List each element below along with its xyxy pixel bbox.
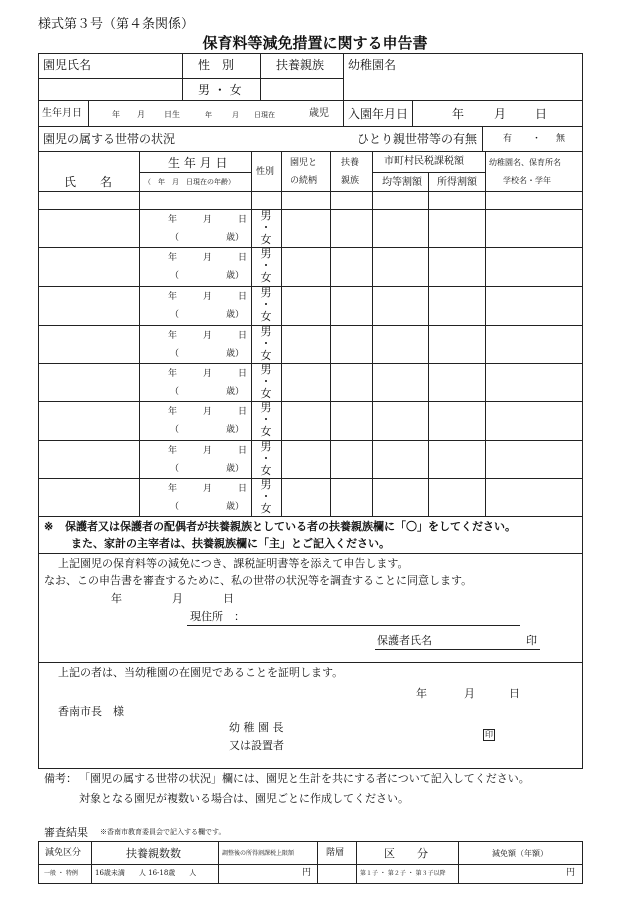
row-month: 月 — [203, 407, 213, 417]
dependent-field[interactable] — [262, 80, 342, 99]
tax-equal-field[interactable] — [374, 442, 427, 476]
row-sex-selector[interactable]: 男 ・ 女 — [260, 363, 272, 400]
single-parent-no[interactable]: 無 — [556, 134, 566, 144]
note-mark: ※ — [44, 520, 54, 533]
review-h-dependents: 扶養親数数 — [126, 847, 181, 860]
review-v-amount-yen: 円 — [566, 868, 576, 878]
row-day: 日 — [238, 407, 248, 417]
review-h-category: 減免区分 — [45, 848, 82, 858]
row-year: 年 — [168, 369, 178, 379]
row-sex-selector[interactable]: 男 ・ 女 — [260, 401, 272, 438]
tax-equal-field[interactable] — [374, 211, 427, 245]
school-field[interactable] — [487, 480, 581, 514]
form-number: 様式第３号（第４条関係） — [38, 17, 195, 32]
relation-field[interactable] — [283, 249, 329, 283]
col-sex-header: 性別 — [256, 167, 275, 177]
col-dependent-header: 扶養 — [341, 158, 360, 168]
relation-field[interactable] — [283, 327, 329, 361]
tax-income-field[interactable] — [430, 211, 484, 245]
relation-field[interactable] — [283, 442, 329, 476]
child-name-field[interactable] — [95, 56, 180, 96]
addressee: 香南市長 様 — [58, 705, 124, 718]
row-sex-selector[interactable]: 男 ・ 女 — [260, 247, 272, 284]
row-age: 歳） — [226, 502, 245, 512]
school-field[interactable] — [487, 249, 581, 283]
tax-equal-field[interactable] — [374, 480, 427, 514]
school-field[interactable] — [487, 288, 581, 322]
certification-text: 上記の者は、当幼稚園の在園児であることを証明します。 — [58, 666, 344, 679]
row-age: 歳） — [226, 464, 245, 474]
review-v-tier-field[interactable] — [319, 866, 355, 882]
row-day: 日 — [238, 484, 248, 494]
col-name-header: 氏 名 — [64, 175, 113, 189]
member-name-field[interactable] — [40, 211, 137, 245]
review-h-limit: 調整後の所得割課税上限額 — [222, 850, 295, 857]
remarks-label: 備考： — [44, 772, 77, 785]
review-h-amount: 減免額（年額） — [492, 849, 548, 858]
dependent-field[interactable] — [332, 327, 371, 361]
review-h-tier: 階層 — [326, 848, 345, 858]
address-field[interactable] — [262, 606, 518, 624]
dependent-field[interactable] — [332, 288, 371, 322]
row-age: 歳） — [226, 387, 245, 397]
member-name-field[interactable] — [40, 403, 137, 437]
member-name-field[interactable] — [40, 327, 137, 361]
school-field[interactable] — [487, 327, 581, 361]
entry-date-label: 入園年月日 — [348, 107, 409, 121]
row-day: 日 — [238, 446, 248, 456]
row-year: 年 — [168, 407, 178, 417]
row-day: 日 — [238, 253, 248, 263]
remarks-line-1: 「園児の属する世帯の状況」欄には、園児と生計を共にする者について記入してください。 — [79, 772, 530, 785]
col-school-header: 幼稚園名、保育所名 — [489, 158, 561, 167]
member-name-field[interactable] — [40, 365, 137, 399]
review-v-dependents[interactable]: 16歳未満 人 16-18歳 人 — [95, 869, 197, 877]
sex-label: 性 別 — [198, 58, 235, 72]
dependent-field[interactable] — [332, 211, 371, 245]
note-line-1: 保護者又は保護者の配偶者が扶養親族としている者の扶養親族欄に「〇」をしてください。 — [65, 520, 516, 533]
col-tax-header: 市町村民税課税額 — [384, 156, 464, 167]
dependent-field[interactable] — [332, 442, 371, 476]
row-day: 日 — [238, 292, 248, 302]
row-day: 日 — [238, 369, 248, 379]
row-age: 歳） — [226, 271, 245, 281]
row-paren: （ — [170, 271, 180, 281]
guardian-name-field[interactable] — [440, 631, 522, 648]
tax-equal-field[interactable] — [374, 288, 427, 322]
director-label: 幼 稚 園 長 — [229, 721, 284, 734]
tax-equal-field[interactable] — [374, 249, 427, 283]
tax-equal-field[interactable] — [374, 327, 427, 361]
row-year: 年 — [168, 253, 178, 263]
tax-income-field[interactable] — [430, 365, 484, 399]
review-h-division: 区 分 — [384, 847, 428, 860]
tax-equal-field[interactable] — [374, 365, 427, 399]
review-v-category[interactable]: 一般 ・ 特例 — [44, 870, 78, 877]
row-age: 歳） — [226, 425, 245, 435]
relation-field[interactable] — [283, 365, 329, 399]
tax-income-field[interactable] — [430, 249, 484, 283]
kindergarten-label: 幼稚園名 — [348, 58, 397, 72]
row-paren: （ — [170, 464, 180, 474]
birthdate-label: 生年月日 — [42, 108, 82, 119]
row-sex-selector[interactable]: 男 ・ 女 — [260, 325, 272, 362]
household-status-label: 園児の属する世帯の状況 — [43, 132, 176, 146]
tax-income-field[interactable] — [430, 327, 484, 361]
guardian-name-label: 保護者氏名 — [377, 634, 432, 647]
row-day: 日 — [238, 331, 248, 341]
row-paren: （ — [170, 502, 180, 512]
school-field[interactable] — [487, 442, 581, 476]
dependent-field[interactable] — [332, 365, 371, 399]
col-relation-header: 園児と — [290, 158, 318, 168]
row-sex-selector[interactable]: 男 ・ 女 — [260, 478, 272, 515]
note-line-2: また、家計の主宰者は、扶養親族欄に「主」とご記入ください。 — [71, 537, 390, 550]
school-field[interactable] — [487, 365, 581, 399]
tax-equal-field[interactable] — [374, 403, 427, 437]
school-field[interactable] — [487, 403, 581, 437]
row-year: 年 — [168, 331, 178, 341]
tax-income-field[interactable] — [430, 403, 484, 437]
sex-selector[interactable]: 男 ・ 女 — [198, 83, 242, 97]
row-paren: （ — [170, 310, 180, 320]
relation-field[interactable] — [283, 403, 329, 437]
guardian-seal: 印 — [526, 634, 537, 647]
member-name-field[interactable] — [40, 442, 137, 476]
row-paren: （ — [170, 425, 180, 435]
row-month: 月 — [203, 331, 213, 341]
row-year: 年 — [168, 446, 178, 456]
tax-income-field[interactable] — [430, 288, 484, 322]
member-name-field[interactable] — [40, 288, 137, 322]
row-month: 月 — [203, 292, 213, 302]
row-paren: （ — [170, 233, 180, 243]
remarks-line-2: 対象となる園児が複数いる場合は、園児ごとに作成してください。 — [79, 792, 409, 805]
row-paren: （ — [170, 349, 180, 359]
member-name-field[interactable] — [40, 249, 137, 283]
page-title: 保育料等減免措置に関する申告書 — [202, 34, 428, 52]
child-name-label: 園児氏名 — [43, 58, 92, 72]
member-name-field[interactable] — [40, 480, 137, 514]
dependent-field[interactable] — [332, 403, 371, 437]
row-age: 歳） — [226, 349, 245, 359]
row-month: 月 — [203, 446, 213, 456]
row-month: 月 — [203, 253, 213, 263]
col-birth-header: 生 年 月 日 — [168, 156, 228, 170]
relation-field[interactable] — [283, 288, 329, 322]
dependent-label: 扶養親族 — [276, 58, 325, 72]
review-label: 審査結果 — [44, 826, 88, 839]
row-month: 月 — [203, 369, 213, 379]
relation-field[interactable] — [283, 480, 329, 514]
dependent-field[interactable] — [332, 249, 371, 283]
declaration-line-2: なお、この申告書を審査するために、私の世帯の状況等を調査することに同意します。 — [44, 574, 473, 587]
seal-stamp: 印 — [485, 730, 493, 739]
school-field[interactable] — [487, 211, 581, 245]
tax-income-field[interactable] — [430, 480, 484, 514]
row-paren: （ — [170, 387, 180, 397]
row-month: 月 — [203, 484, 213, 494]
review-note: ※香南市教育委員会で記入する欄です。 — [100, 828, 226, 836]
address-label: 現住所 ： — [190, 610, 245, 623]
single-parent-yes[interactable]: 有 — [503, 134, 513, 144]
row-year: 年 — [168, 292, 178, 302]
row-day: 日 — [238, 215, 248, 225]
row-month: 月 — [203, 215, 213, 225]
row-year: 年 — [168, 215, 178, 225]
row-sex-selector[interactable]: 男 ・ 女 — [260, 286, 272, 323]
row-age: 歳） — [226, 310, 245, 320]
review-v-limit-yen: 円 — [302, 868, 312, 878]
row-age: 歳） — [226, 233, 245, 243]
relation-field[interactable] — [283, 211, 329, 245]
review-v-division[interactable]: 第１子 ・ 第２子 ・ 第３子以降 — [360, 870, 446, 877]
row-sex-selector[interactable]: 男 ・ 女 — [260, 440, 272, 477]
dependent-field[interactable] — [332, 480, 371, 514]
declaration-line-1: 上記園児の保育料等の減免につき、課税証明書等を添えて申告します。 — [58, 557, 409, 570]
single-parent-label: ひとり親世帯等の有無 — [357, 132, 478, 146]
row-sex-selector[interactable]: 男 ・ 女 — [260, 209, 272, 246]
tax-income-field[interactable] — [430, 442, 484, 476]
row-year: 年 — [168, 484, 178, 494]
